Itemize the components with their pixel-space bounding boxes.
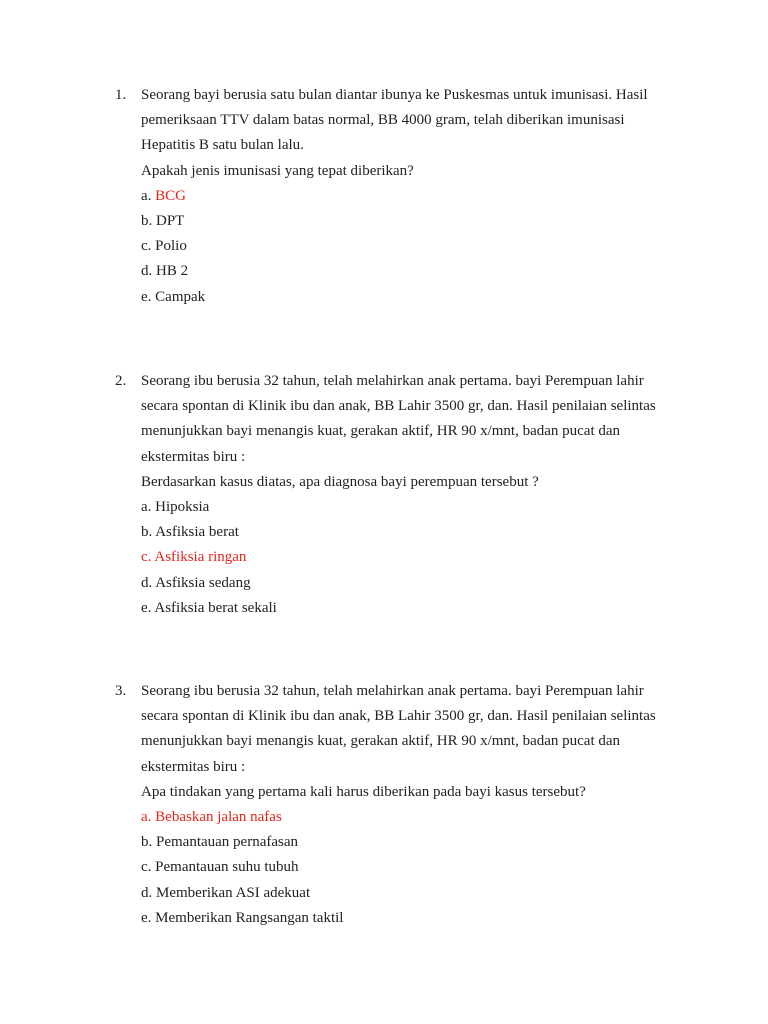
option-e <box>141 906 675 931</box>
question-text-line: Seorang bayi berusia satu bulan diantar ibunya ke Puskesmas untuk imunisasi. Hasil <box>141 87 648 103</box>
option-letter: c. <box>141 549 152 566</box>
option-text: Hipoksia <box>155 499 210 516</box>
question-text-line: Seorang ibu berusia 32 tahun, telah melahirkan anak pertama. bayi Perempuan lahir <box>141 683 644 699</box>
option-text: Asfiksia sedang <box>155 574 251 591</box>
question-text-line: Hepatitis B satu bulan lalu. <box>141 137 304 154</box>
question-1 <box>115 83 675 310</box>
option-text: Asfiksia berat <box>155 524 239 541</box>
question-text-line: menunjukkan bayi menangis kuat, gerakan aktif, HR 90 x/mnt, badan pucat dan <box>141 733 621 750</box>
option-e <box>141 596 675 621</box>
question-prompt: Apakah jenis imunisasi yang tepat diberikan? <box>141 162 414 179</box>
option-letter: e. <box>141 599 152 616</box>
option-d <box>141 571 675 596</box>
question-prompt: Apa tindakan yang pertama kali harus diberikan pada bayi kasus tersebut? <box>141 783 586 800</box>
option-text: HB 2 <box>156 263 189 280</box>
option-text: Asfiksia berat sekali <box>154 599 277 616</box>
question-text-line: menunjukkan bayi menangis kuat, gerakan aktif, HR 90 x/mnt, badan pucat dan <box>141 423 621 440</box>
question-number: 3. <box>115 683 127 699</box>
question-text-line: ekstermitas biru : <box>141 758 246 775</box>
option-text-correct: BCG <box>155 187 187 204</box>
option-letter: d. <box>141 884 153 901</box>
question-prompt: Berdasarkan kasus diatas, apa diagnosa bayi perempuan tersebut ? <box>141 473 539 490</box>
option-text: Pemantauan pernafasan <box>156 834 299 851</box>
option-a <box>141 805 675 830</box>
question-row <box>115 83 675 310</box>
option-letter: e. <box>141 909 152 926</box>
option-text: Campak <box>155 288 206 305</box>
question-number: 1. <box>115 87 127 103</box>
question-body <box>141 679 675 931</box>
option-c <box>141 855 675 880</box>
question-3 <box>115 679 675 931</box>
option-text: Polio <box>155 238 187 255</box>
option-c <box>141 545 675 570</box>
option-letter: a. <box>141 187 152 204</box>
option-a <box>141 184 675 209</box>
option-text: Pemantauan suhu tubuh <box>155 859 299 876</box>
question-2 <box>115 369 675 621</box>
option-a <box>141 495 675 520</box>
question-text-line: Seorang ibu berusia 32 tahun, telah melahirkan anak pertama. bayi Perempuan lahir <box>141 373 644 389</box>
question-body <box>141 369 675 621</box>
option-e <box>141 285 675 310</box>
question-text-line: pemeriksaan TTV dalam batas normal, BB 4000 gram, telah diberikan imunisasi <box>141 112 625 129</box>
option-c <box>141 234 675 259</box>
question-row <box>115 369 675 621</box>
option-text: Memberikan ASI adekuat <box>156 884 311 901</box>
option-d <box>141 881 675 906</box>
option-letter: b. <box>141 834 153 851</box>
question-number: 2. <box>115 373 127 389</box>
option-b <box>141 830 675 855</box>
option-b <box>141 209 675 234</box>
option-letter: c. <box>141 238 152 255</box>
option-letter: a. <box>141 809 152 826</box>
option-b <box>141 520 675 545</box>
question-text-line: ekstermitas biru : <box>141 448 246 465</box>
option-letter: c. <box>141 859 152 876</box>
option-letter: b. <box>141 524 153 541</box>
option-text-correct: Bebaskan jalan nafas <box>155 809 282 826</box>
question-text-line: secara spontan di Klinik ibu dan anak, BB Lahir 3500 gr, dan. Hasil penilaian selintas <box>141 398 656 415</box>
option-letter: e. <box>141 288 152 305</box>
question-text-line: secara spontan di Klinik ibu dan anak, BB Lahir 3500 gr, dan. Hasil penilaian selintas <box>141 708 656 725</box>
option-d <box>141 259 675 284</box>
option-text: DPT <box>156 213 185 230</box>
question-body <box>141 83 675 310</box>
option-letter: b. <box>141 213 153 230</box>
option-text-correct: Asfiksia ringan <box>154 549 247 566</box>
option-letter: d. <box>141 263 153 280</box>
question-row <box>115 679 675 931</box>
option-letter: d. <box>141 574 153 591</box>
option-letter: a. <box>141 499 152 516</box>
option-text: Memberikan Rangsangan taktil <box>155 909 344 926</box>
